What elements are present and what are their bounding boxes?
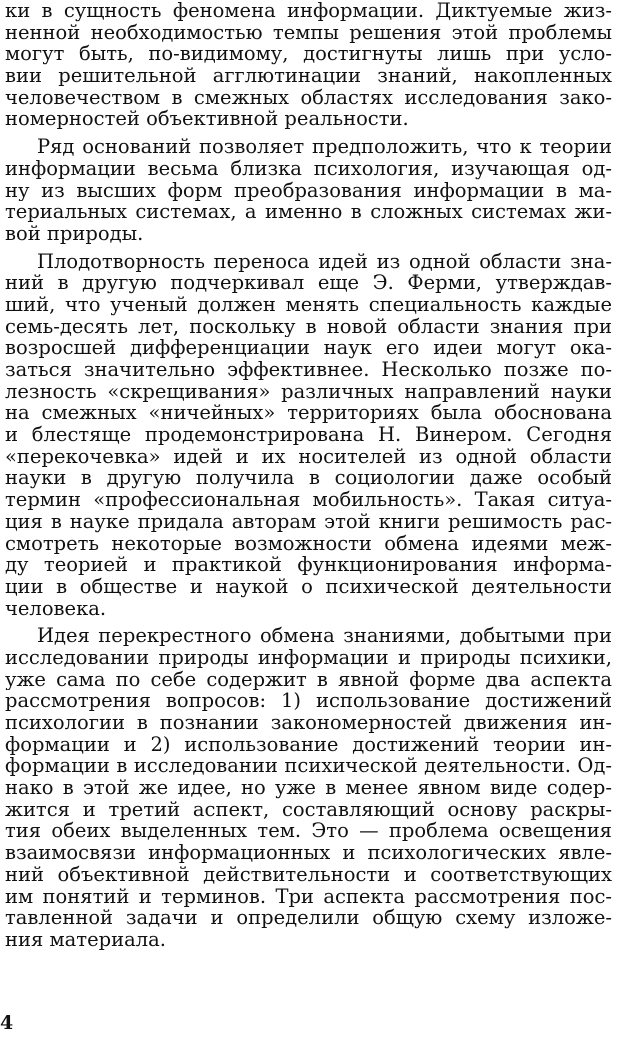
text-line: им понятий и терминов. Три аспекта рассмотрения пос- — [5, 885, 612, 908]
text-line: ния материала. — [5, 928, 166, 951]
text-line: формации в исследовании психической деятельности. Од- — [5, 755, 612, 778]
text-line: тия обеих выделенных тем. Это — проблема освещения — [5, 820, 612, 843]
paragraph-2 — [5, 136, 612, 244]
text-line: ний объективной действительности и соответствующих — [5, 863, 612, 886]
text-line: ну из высших форм преобразования информации в ма- — [5, 179, 612, 202]
text-line: заться значительно эффективнее. Несколько позже по- — [5, 359, 612, 381]
text-line: ний в другую подчеркивал еще Э. Ферми, утверждав- — [5, 272, 612, 294]
text-line: информации весьма близка психология, изучающая од- — [5, 157, 612, 180]
text-line: рассмотрения вопросов: 1) использование достижений — [5, 690, 612, 712]
text-line: жится и третий аспект, составляющий основу раскры- — [5, 798, 612, 821]
text-line: психологии в познании закономерностей движения ин- — [5, 712, 612, 734]
text-line: возросшей дифференциации наук его идеи могут ока- — [5, 337, 612, 359]
text-line: вии решительной агглютинации знаний, накопленных — [5, 65, 612, 87]
text-line: Плодотворность переноса идей из одной области зна- — [37, 250, 612, 273]
text-line: тавленной задачи и определили общую схему изложе- — [5, 907, 612, 929]
text-line: термин «профессиональная мобильность». Такая ситуа- — [5, 489, 612, 511]
text-line: вой природы. — [5, 222, 144, 245]
text-line: лезность «скрещивания» различных направлений науки — [5, 380, 612, 403]
text-line: Ряд оснований позволяет предположить, что к теории — [37, 136, 612, 158]
text-line: Идея перекрестного обмена знаниями, добытыми при — [37, 625, 612, 647]
paragraph-1 — [5, 0, 612, 130]
text-line: ненной необходимостью темпы решения этой проблемы — [5, 21, 612, 44]
text-line: ки в сущность феномена информации. Диктуемые жиз- — [5, 0, 612, 22]
text-line: ду теорией и практикой функционирования информа- — [5, 554, 612, 576]
text-line: номерностей объективной реальности. — [5, 108, 409, 131]
text-line: науки в другую получила в социологии даже особый — [5, 467, 612, 490]
text-line: «перекочевка» идей и их носителей из одной области — [5, 445, 612, 468]
text-line: и блестяще продемонстрирована Н. Винером. Сегодня — [5, 424, 612, 446]
text-line: могут быть, по-видимому, достигнуты лишь при усло- — [5, 43, 612, 66]
text-line: ший, что ученый должен менять специальность каждые — [5, 293, 612, 316]
text-line: смотреть некоторые возможности обмена идеями меж- — [5, 532, 612, 555]
text-line: ции в обществе и наукой о психической деятельности — [5, 575, 612, 598]
text-line: нако в этой же идее, но уже в менее явном виде содер- — [5, 777, 612, 799]
text-line: уже сама по себе содержит в явной форме два аспекта — [5, 668, 612, 691]
text-line: взаимосвязи информационных и психологических явле- — [5, 842, 612, 864]
text-line: человека. — [5, 597, 107, 620]
text-line: на смежных «ничейных» территориях была обоснована — [5, 402, 612, 425]
text-line: исследовании природы информации и природы психики, — [5, 646, 612, 669]
text-line: ция в науке придала авторам этой книги решимость рас- — [5, 510, 612, 533]
text-line: семь-десять лет, поскольку в новой области знания при — [5, 315, 612, 338]
text-line: териальных системах, а именно в сложных системах жи- — [5, 201, 612, 223]
body-text — [5, 0, 612, 951]
text-line: формации и 2) использование достижений теории ин- — [5, 733, 612, 756]
text-line: человечеством в смежных областях исследования зако- — [5, 86, 612, 109]
paragraph-4 — [5, 625, 612, 950]
paragraph-3 — [5, 251, 612, 620]
page-number: 4 — [0, 1012, 14, 1034]
